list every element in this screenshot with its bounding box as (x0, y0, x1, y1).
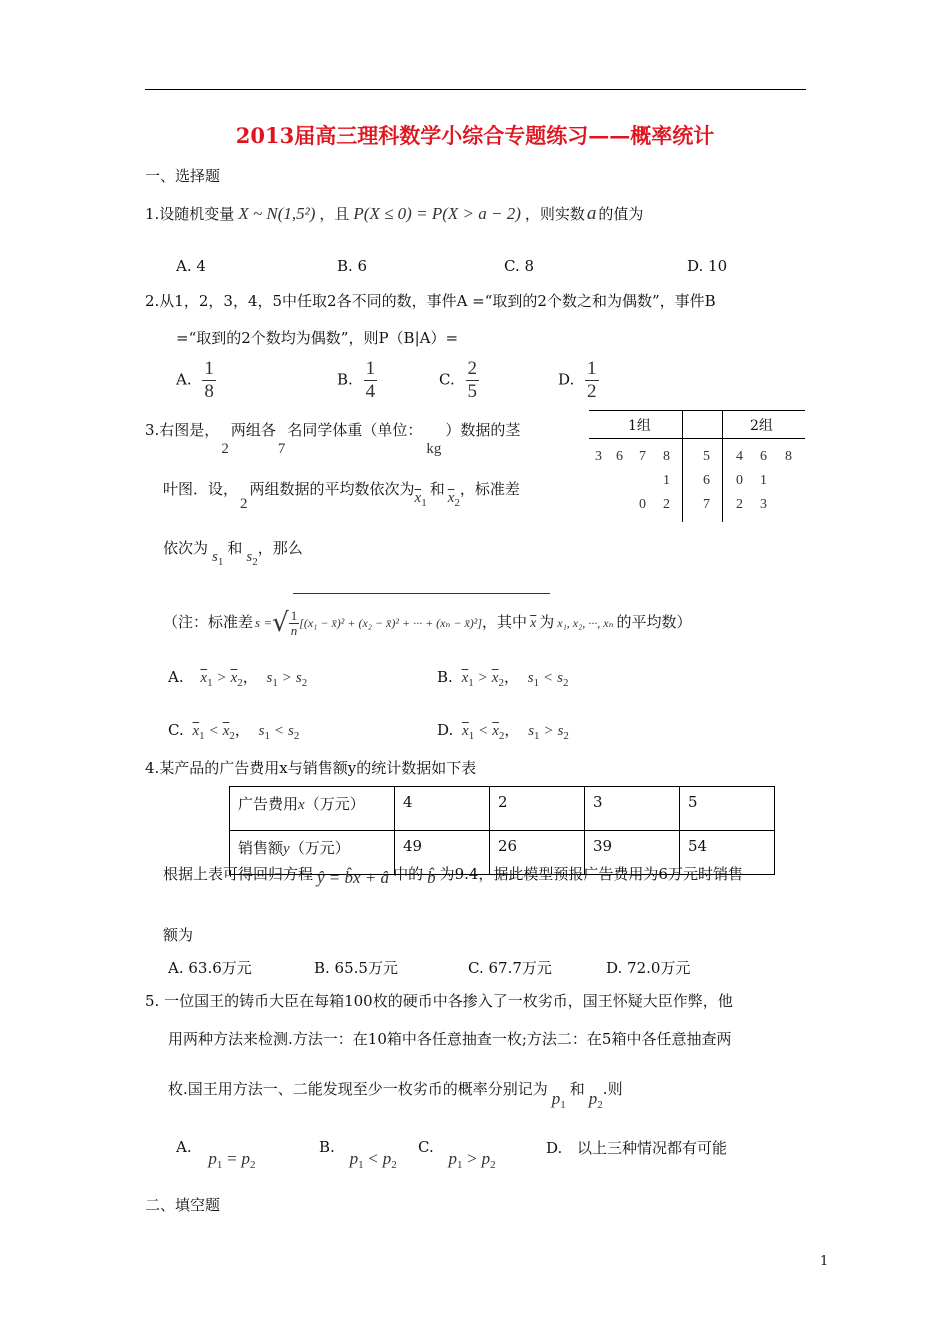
option-label: C. (418, 1138, 434, 1156)
mean-x1: $\overline{x}$ (192, 723, 200, 739)
subscript: 2 (293, 730, 300, 742)
question-5-line-2: 用两种方法来检测.方法一：在10箱中各任意抽查一枚;方法二：在5箱中各任意抽查两 (168, 1030, 732, 1048)
q2-option-c (439, 358, 479, 403)
fraction-numerator: 1 (365, 358, 376, 379)
page-title: 2013届高三理科数学小综合专题练习——概率统计 (235, 123, 715, 148)
q4-option-a: A. 63.6万元 (168, 959, 252, 977)
q2-option-a-fraction (202, 358, 216, 403)
row-variable: x (298, 797, 305, 813)
q3-text: 3.右图是， (145, 421, 220, 439)
table-cell: 4 (395, 787, 490, 831)
option-text: 以上三种情况都有可能 (577, 1139, 728, 1157)
question-3-line-3 (163, 537, 303, 568)
q2-option-b-fraction (364, 358, 378, 403)
stem-divider-left (682, 410, 683, 522)
row-variable: y (283, 841, 290, 857)
q3-number-2: 2 (221, 441, 229, 457)
subscript: 2 (498, 730, 505, 742)
relation: > (282, 670, 292, 686)
q4-option-d: D. 72.0万元 (606, 959, 691, 977)
table-cell: 54 (680, 831, 775, 875)
fraction-denominator: 4 (365, 381, 376, 402)
q3-unit: kg (426, 441, 442, 457)
q2-option-c-label: C. (439, 370, 455, 389)
subscript: 1 (421, 497, 427, 509)
q3-text: 依次为 (163, 539, 209, 557)
q3-note-text: ，其中 (482, 613, 528, 631)
q3-text: 两组数据的平均数依次为 (249, 480, 415, 498)
sd-s2: s (288, 723, 294, 739)
question-3-line-1 (145, 419, 521, 457)
fraction-denominator: n (290, 622, 298, 638)
q2-option-b (337, 358, 377, 403)
q2-option-a-label: A. (176, 370, 192, 389)
q3-number-7: 7 (277, 441, 286, 457)
subscript: 2 (498, 677, 504, 689)
q3-text: 和 (227, 539, 243, 557)
q4-text: 中的 (393, 865, 424, 883)
q5-option-c (418, 1137, 496, 1171)
row-unit: （万元） (289, 839, 350, 857)
stem-leaf-top-rule (589, 410, 805, 411)
table-cell: 39 (585, 831, 680, 875)
section-heading-choice: 一、选择题 (145, 167, 221, 185)
option-label: D. (546, 1139, 563, 1157)
mean-x2: $\overline{x}$ (222, 723, 230, 739)
relation: < (209, 723, 218, 739)
q3-mean-x2: $\overline{x}$ (447, 490, 455, 506)
q3-option-b: B. $\overline{x}_1 > \overline{x}_2$， $s_1 < s_2$ (437, 668, 569, 689)
q1-condition: P(X ≤ 0) = P(X > a − 2) (353, 204, 521, 223)
q4-option-b: B. 65.5万元 (314, 959, 398, 977)
leaf-group-1: 8 (663, 449, 670, 464)
formula-x-list: x₁, x₂, ···, xₙ (557, 616, 614, 630)
leaf-group-1: 6 (616, 449, 623, 464)
table-row (230, 787, 775, 831)
p2: p (481, 1149, 491, 1168)
q3-note-text: 为 (539, 613, 555, 631)
q2-option-c-fraction (466, 358, 480, 403)
leaf-group-2: 8 (785, 449, 792, 464)
q5-text: 枚.国王用方法一、二能发现至少一枚劣币的概率分别记为 (168, 1080, 548, 1098)
p1: p (349, 1149, 359, 1168)
leaf-group-1: 1 (663, 473, 670, 488)
subscript: 1 (533, 677, 540, 689)
option-label: B. (437, 668, 453, 686)
q1-mid: ，且 (319, 205, 350, 223)
subscript: 1 (358, 1159, 364, 1171)
mean-x1: $\overline{x}$ (461, 670, 469, 686)
q3-note (163, 604, 692, 638)
stem-value: 7 (703, 497, 710, 512)
table-cell: 26 (490, 831, 585, 875)
page-number: 1 (820, 1254, 829, 1269)
mean-x2: $\overline{x}$ (492, 723, 499, 739)
sqrt-bar (293, 593, 550, 594)
fraction-numerator: 1 (290, 607, 298, 623)
formula-s: s = (255, 615, 273, 630)
row-label: 广告费用 (238, 795, 299, 813)
subscript: 2 (562, 677, 569, 689)
q4-slope-symbol: b̂ (427, 868, 436, 887)
leaf-group-2: 4 (736, 449, 743, 464)
fraction-numerator: 1 (587, 358, 597, 379)
formula-fraction (289, 609, 300, 638)
mean-x2: $\overline{x}$ (491, 670, 499, 686)
subscript: 1 (457, 1159, 463, 1171)
leaf-group-1: 3 (595, 449, 602, 464)
stem-leaf-header-group-2: 2组 (750, 418, 773, 434)
question-4-line-1: 4.某产品的广告费用x与销售额y的统计数据如下表 (145, 759, 477, 777)
q3-mean-x1: $\overline{x}$ (414, 490, 422, 506)
sd-s1: s (527, 670, 534, 686)
q5-option-d (546, 1137, 727, 1158)
relation: = (227, 1149, 237, 1168)
leaf-group-2: 2 (736, 497, 743, 512)
q3-option-c: C. $\overline{x}_1 < \overline{x}_2$， $s_1 < s_2$ (168, 721, 300, 742)
question-1 (145, 203, 643, 225)
q3-text: 两组各 (230, 421, 276, 439)
q4-option-c: C. 67.7万元 (468, 959, 552, 977)
fraction-denominator: 5 (467, 381, 477, 402)
p2: p (382, 1149, 392, 1168)
q2-option-d-fraction (585, 358, 599, 403)
q5-option-b (319, 1137, 397, 1171)
q3-text: 和 (429, 480, 445, 498)
question-4-line-3: 额为 (163, 926, 194, 944)
subscript: 2 (454, 497, 460, 509)
q5-text: .则 (602, 1080, 623, 1098)
leaf-group-1: 0 (639, 497, 646, 512)
formula-body: [(x₁ − x̄)² + (x₂ − x̄)² + ··· + (xₙ − x̄)²] (299, 616, 483, 630)
option-label: B. (319, 1138, 335, 1156)
q1-option-c: C. 8 (504, 257, 535, 275)
relation: > (217, 670, 226, 686)
relation: > (544, 723, 553, 739)
subscript: 1 (468, 677, 474, 689)
table-cell: 3 (585, 787, 680, 831)
subscript: 1 (217, 556, 224, 568)
sd-s2: s (557, 723, 564, 739)
fraction-denominator: 8 (204, 381, 214, 402)
leaf-group-2: 6 (760, 449, 767, 464)
p2: p (241, 1149, 251, 1168)
q5-option-a (176, 1137, 256, 1171)
q5-p2: p (588, 1089, 598, 1108)
question-4-line-2 (163, 863, 743, 887)
q1-variable: a (586, 203, 597, 224)
regression-data-table (229, 786, 775, 875)
q3-sd-s1: s (212, 549, 218, 565)
subscript: 1 (207, 677, 213, 689)
question-5-line-1: 5. 一位国王的铸币大臣在每箱100枚的硬币中各掺入了一枚劣币，国王怀疑大臣作弊，他 (145, 992, 733, 1010)
subscript: 2 (252, 556, 258, 568)
leaf-group-2: 0 (736, 473, 743, 488)
q2-option-d (558, 358, 599, 403)
q4-text: 根据上表可得回归方程 (163, 865, 314, 883)
relation: > (478, 670, 487, 686)
option-label: C. (168, 721, 184, 739)
q4-regression-equation: ŷ = b̂x + â (317, 868, 390, 887)
subscript: 1 (560, 1099, 566, 1111)
fraction-numerator: 2 (467, 358, 477, 379)
q3-number-2: 2 (240, 496, 248, 512)
question-3-line-2 (163, 478, 520, 512)
subscript: 2 (229, 730, 235, 742)
subscript: 2 (237, 677, 243, 689)
table-cell: 5 (680, 787, 775, 831)
relation: > (467, 1149, 477, 1168)
stem-leaf-header-group-1: 1组 (628, 418, 651, 434)
subscript: 2 (250, 1159, 256, 1171)
sqrt-icon: √ (272, 608, 289, 638)
sd-s2: s (557, 670, 563, 686)
leaf-group-2: 1 (760, 473, 767, 488)
q1-tail-b: 的值为 (598, 205, 644, 223)
question-5-line-3 (168, 1078, 623, 1111)
q3-text: ）数据的茎 (445, 421, 521, 439)
subscript: 2 (391, 1159, 397, 1171)
q5-p1: p (551, 1089, 561, 1108)
question-2-line-1: 2.从1，2，3，4，5中任取2各不同的数，事件A =“取到的2个数之和为偶数”，事件B (145, 292, 716, 310)
leaf-group-1: 2 (663, 497, 670, 512)
q1-option-d: D. 10 (687, 257, 728, 275)
stem-divider-right (722, 410, 723, 522)
q1-prefix: 1.设随机变量 (145, 205, 235, 223)
subscript: 1 (272, 677, 278, 689)
q1-tail-a: ，则实数 (524, 205, 585, 223)
q3-text: ，那么 (257, 539, 303, 557)
p1: p (448, 1149, 457, 1168)
subscript: 1 (264, 730, 270, 742)
q1-distribution: X ~ N(1,5²) (238, 204, 316, 223)
mean-x1: $\overline{x}$ (200, 670, 208, 686)
q3-sd-s2: s (246, 549, 253, 565)
formula-xbar: $\overline{x}$ (530, 616, 537, 631)
row-label: 销售额 (238, 839, 284, 857)
sd-s1: s (266, 670, 273, 686)
p1: p (208, 1149, 217, 1168)
row-unit: （万元） (304, 795, 365, 813)
option-label: A. (176, 1138, 192, 1156)
subscript: 2 (597, 1099, 603, 1111)
table-row-header (230, 787, 395, 831)
sd-s1: s (258, 723, 265, 739)
q3-note-text: 的平均数） (616, 613, 692, 631)
sd-s2: s (295, 670, 302, 686)
subscript: 1 (199, 730, 205, 742)
mean-x2: $\overline{x}$ (230, 670, 238, 686)
q3-option-d: D. $\overline{x}_1 < \overline{x}_2$， $s_1 > s_2$ (437, 721, 569, 742)
stem-value: 5 (703, 449, 710, 464)
option-label: D. (437, 721, 454, 739)
table-cell: 49 (395, 831, 490, 875)
q4-text: 为9.4，据此模型预报广告费用为6万元时销售 (439, 865, 743, 883)
q2-option-d-label: D. (558, 370, 575, 389)
subscript: 1 (534, 730, 540, 742)
leaf-group-2: 3 (760, 497, 767, 512)
fraction-numerator: 1 (204, 358, 214, 379)
relation: < (274, 723, 284, 739)
q3-text: 名同学体重（单位： (287, 421, 423, 439)
stem-leaf-header-rule (589, 438, 805, 439)
q5-text: 和 (569, 1080, 585, 1098)
subscript: 2 (301, 677, 308, 689)
q1-option-b: B. 6 (337, 257, 368, 275)
relation: < (368, 1149, 378, 1168)
q3-note-text: （注：标准差 (163, 613, 254, 631)
option-label: A. (168, 668, 184, 686)
subscript: 2 (563, 730, 569, 742)
relation: < (543, 670, 553, 686)
fraction-denominator: 2 (587, 381, 597, 402)
subscript: 1 (468, 730, 475, 742)
q2-option-a (176, 358, 216, 403)
q1-option-a: A. 4 (176, 257, 206, 275)
header-rule (145, 89, 806, 90)
table-cell: 2 (490, 787, 585, 831)
q3-text: ，标准差 (459, 480, 520, 498)
sd-s1: s (528, 723, 535, 739)
subscript: 1 (216, 1159, 223, 1171)
mean-x1: $\overline{x}$ (462, 723, 469, 739)
q2-option-b-label: B. (337, 370, 353, 389)
stem-value: 6 (703, 473, 710, 488)
relation: < (479, 723, 488, 739)
q3-option-a: A. $\overline{x}_1 > \overline{x}_2$， $s_1 > s_2$ (168, 668, 308, 689)
section-heading-fill-in: 二、填空题 (145, 1196, 221, 1214)
subscript: 2 (490, 1159, 496, 1171)
q3-text: 叶图．设， (163, 480, 239, 498)
question-2-line-2: =“取到的2个数均为偶数”，则P（B|A）= (176, 329, 459, 347)
leaf-group-1: 7 (639, 449, 646, 464)
